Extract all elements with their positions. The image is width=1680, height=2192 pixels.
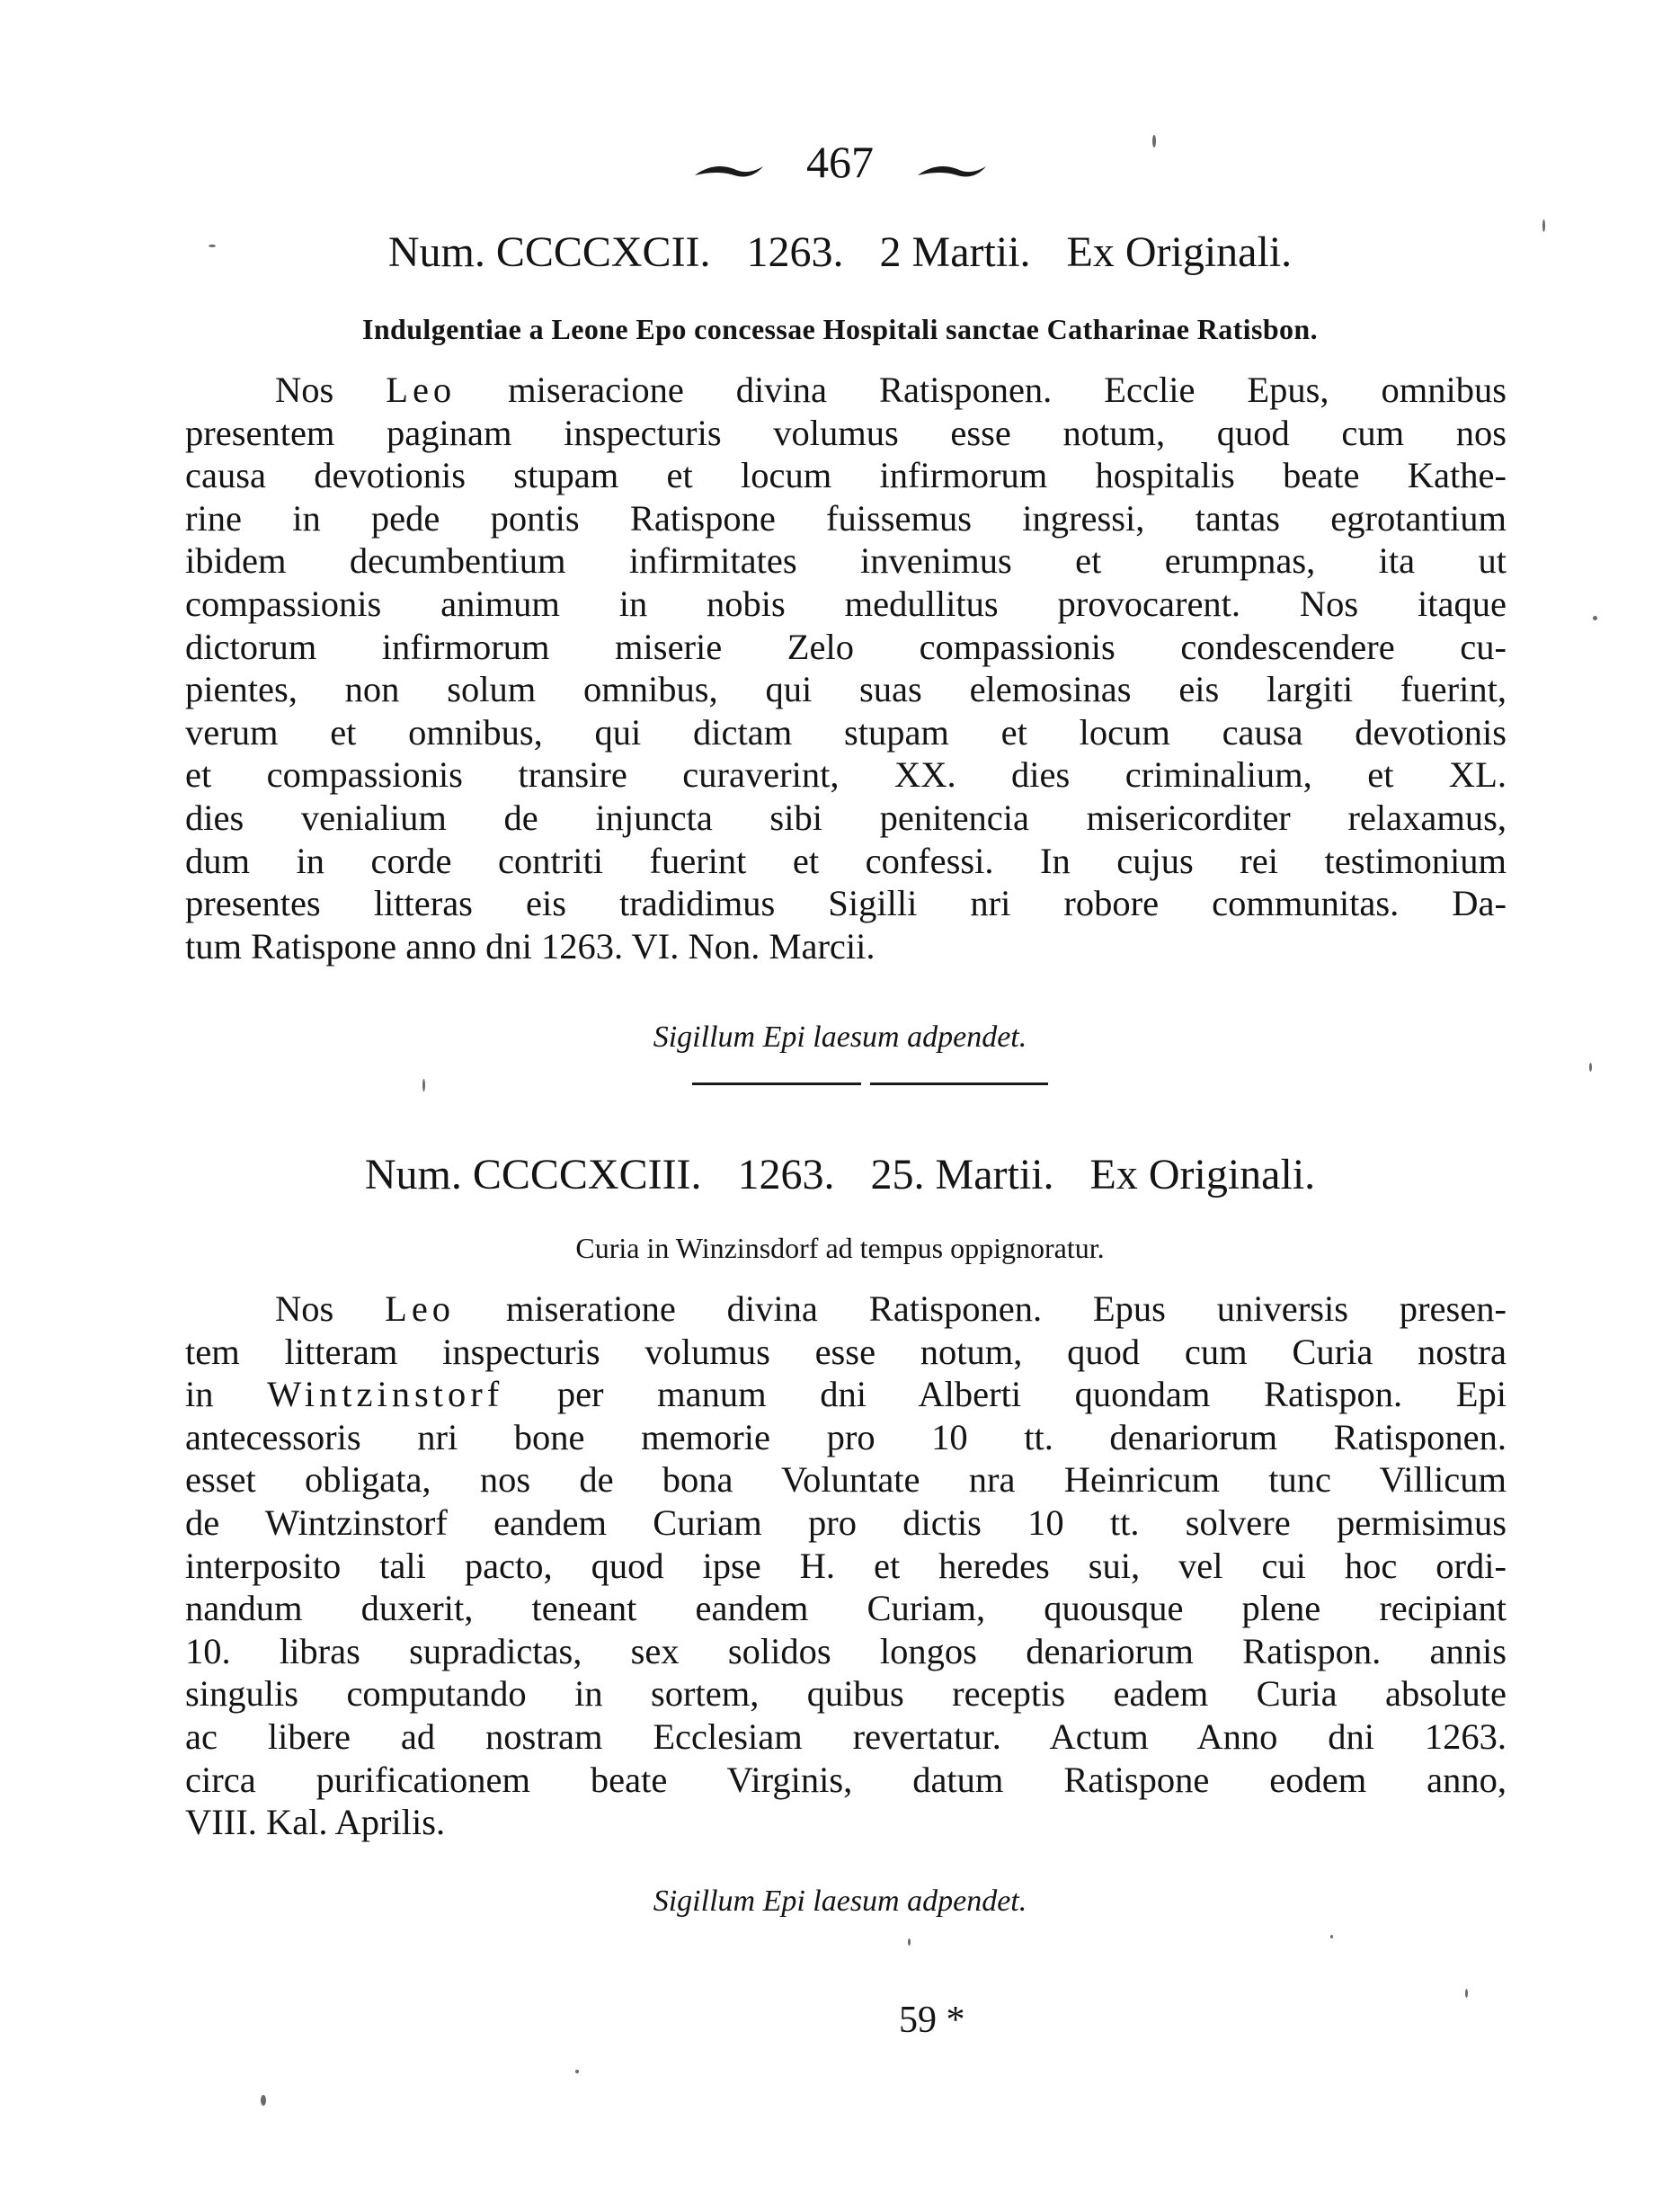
body-line: dictorum infirmorum miserie Zelo compassionis condescendere cu- [185,626,1507,667]
document-summary: Indulgentiae a Leone Epo concessae Hospitali sanctae Catharinae Ratisbon. [361,313,1319,345]
body-line: dum in corde contriti fuerint et confessi. In cujus rei testimonium [185,840,1507,881]
body-line: interposito tali pacto, quod ipse H. et heredes sui, vel cui hoc ordi- [185,1545,1507,1586]
scan-speck [261,2095,266,2106]
body-line: esset obligata, nos de bona Voluntate nra Heinricum tunc Villicum [185,1459,1507,1501]
body-line: 10. libras supradictas, sex solidos longos denariorum Ratispon. annis [185,1630,1507,1671]
signature-mark: 59 * [899,2000,965,2041]
running-header [0,135,1680,194]
scan-speck [1593,616,1597,620]
document-heading [0,1149,1680,1201]
document-body [185,369,1507,967]
body-line: ac libere ad nostram Ecclesiam revertatur. Actum Anno dni 1263. [185,1715,1507,1757]
body-line: verum et omnibus, qui dictam stupam et locum causa devotionis [185,711,1507,753]
body-line: rine in pede pontis Ratispone fuissemus ingressi, tantas egrotantium [185,497,1507,539]
body-line: compassionis animum in nobis medullitus provocarent. Nos itaque [185,583,1507,624]
body-line: in Wintzinstorf per manum dni Alberti quondam Ratispon. Epi [185,1374,1507,1415]
body-line: de Wintzinstorf eandem Curiam pro dictis 10 tt. solvere permisimus [185,1501,1507,1543]
body-line: Nos Leo miseratione divina Ratisponen. Epus universis presen- [275,1288,1507,1329]
body-line: nandum duxerit, teneant eandem Curiam, quousque plene recipiant [185,1588,1507,1629]
document-summary: Curia in Winzinsdorf ad tempus oppignoratur. [575,1232,1105,1264]
document-number: Num. CCCCXCII. [387,228,711,276]
page-number: 467 [806,137,874,187]
body-line: singulis computando in sortem, quibus receptis eadem Curia absolute [185,1673,1507,1715]
document-source: Ex Originali. [1066,228,1293,276]
seal-note: Sigillum Epi laesum adpendet. [653,1020,1027,1054]
scan-speck [1330,1935,1333,1938]
right-ornament-icon [916,140,988,194]
scan-speck [1589,1063,1592,1072]
body-line: et compassionis transire curaverint, XX. dies criminalium, et XL. [185,754,1507,796]
document-source: Ex Originali. [1089,1151,1316,1198]
body-line: causa devotionis stupam et locum infirmorum hospitalis beate Kathe- [185,455,1507,496]
document-year: 1263. [746,228,844,276]
document-number: Num. CCCCXCIII. [364,1151,702,1198]
body-line: antecessoris nri bone memorie pro 10 tt. denariorum Ratisponen. [185,1416,1507,1457]
document-date: 25. Martii. [870,1151,1054,1198]
scan-speck [1152,135,1156,147]
scan-speck [209,245,216,247]
body-line: tem litteram inspecturis volumus esse notum, quod cum Curia nostra [185,1331,1507,1372]
body-line: Nos Leo miseracione divina Ratisponen. Ecclie Epus, omnibus [275,370,1507,410]
body-line: circa purificationem beate Virginis, datum Ratispone eodem anno, [185,1759,1507,1800]
scan-speck [1542,219,1545,232]
left-ornament-icon [693,140,765,194]
seal-note: Sigillum Epi laesum adpendet. [653,1885,1027,1918]
body-line: presentem paginam inspecturis volumus esse notum, quod cum nos [185,412,1507,453]
scan-speck [575,2070,579,2073]
document-year: 1263. [737,1151,835,1198]
body-line: dies venialium de injuncta sibi penitencia misericorditer relaxamus, [185,797,1507,838]
document-date: 2 Martii. [879,228,1031,276]
scan-speck [422,1079,425,1092]
document-heading [0,227,1680,279]
document-body [185,1288,1507,1844]
scan-speck [1465,1989,1468,1998]
body-line: ibidem decumbentium infirmitates invenimus et erumpnas, ita ut [185,540,1507,582]
body-line: presentes litteras eis tradidimus Sigilli nri robore communitas. Da- [185,883,1507,924]
body-line: tum Ratispone anno dni 1263. VI. Non. Marcii. [185,925,876,967]
body-line: VIII. Kal. Aprilis. [185,1802,446,1843]
scan-speck [908,1938,911,1946]
section-divider [692,1083,1052,1086]
body-line: pientes, non solum omnibus, qui suas elemosinas eis largiti fuerint, [185,669,1507,710]
